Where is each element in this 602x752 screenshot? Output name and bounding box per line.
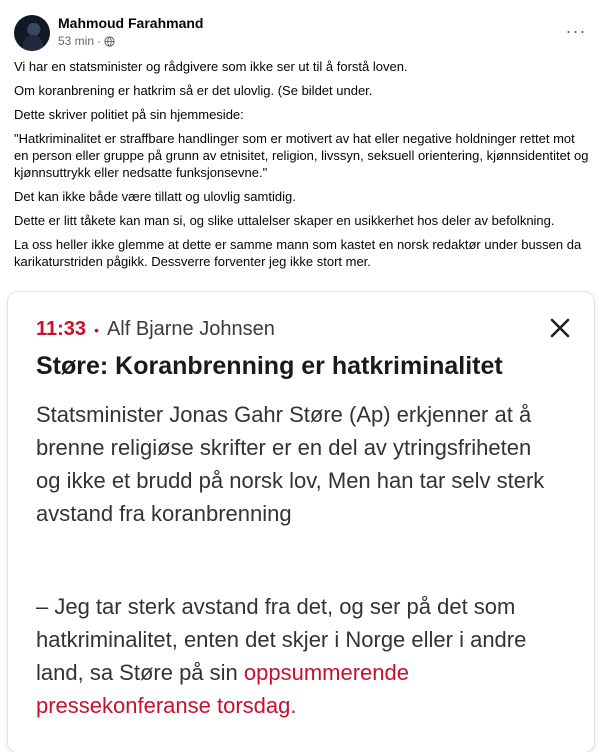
post-paragraph: Om koranbrening er hatkrim så er det ulovlig. (Se bildet under.: [14, 83, 373, 98]
close-icon[interactable]: [548, 316, 572, 340]
press-conference-link[interactable]: oppsummerende pressekonferanse torsdag.: [36, 660, 409, 718]
post-time[interactable]: 53 min: [58, 34, 95, 48]
post-header: [14, 12, 594, 52]
article-screenshot[interactable]: [8, 292, 594, 752]
quote-text: – Jeg tar sterk avstand fra det, og ser på det som hatkriminalitet, enten det skjer i Norge eller i andre land, sa Støre på sin: [36, 594, 527, 685]
more-options-button[interactable]: ···: [565, 21, 587, 41]
post-meta: [58, 34, 115, 48]
meta-separator: ·: [97, 34, 102, 48]
post-text: [14, 58, 590, 277]
byline-bullet: •: [94, 321, 99, 338]
article-byline-row: [36, 318, 275, 341]
post-paragraph: La oss heller ikke glemme at dette er samme mann som kastet en norsk redaktør under bussen da karikaturstriden pågikk. Dessverre forventer jeg ikke stort mer.: [14, 237, 582, 269]
post-paragraph: "Hatkriminalitet er straffbare handlinger som er motivert av hat eller negative holdninger rettet mot en person eller gruppe på grunn av etnisitet, religion, livssyn, seksuell orientering, kjønnsidentitet og kjønnsuttrykk eller nedsatte funksjonsevne.": [14, 131, 589, 180]
avatar[interactable]: [14, 15, 50, 51]
post-paragraph: Dette er litt tåkete kan man si, og slike uttalelser skaper en usikkerhet hos deler av befolkning.: [14, 213, 555, 228]
post-paragraph: Det kan ikke både være tillatt og ulovlig samtidig.: [14, 189, 296, 204]
article-quote: [36, 590, 556, 722]
globe-icon[interactable]: [104, 36, 115, 47]
post-author[interactable]: Mahmoud Farahmand: [58, 15, 204, 31]
post-paragraph: Dette skriver politiet på sin hjemmeside:: [14, 107, 244, 122]
post-paragraph: Vi har en statsminister og rådgivere som ikke ser ut til å forstå loven.: [14, 59, 408, 74]
article-time: 11:33: [36, 318, 87, 340]
article-lede: Statsminister Jonas Gahr Støre (Ap) erkjenner at å brenne religiøse skrifter er en del av ytringsfriheten og ikke et brudd på norsk lov, Men han tar selv sterk avstand fra koranbrenning: [36, 402, 545, 526]
article-headline: Støre: Koranbrenning er hatkriminalitet: [36, 352, 503, 380]
article-byline: Alf Bjarne Johnsen: [106, 318, 275, 340]
